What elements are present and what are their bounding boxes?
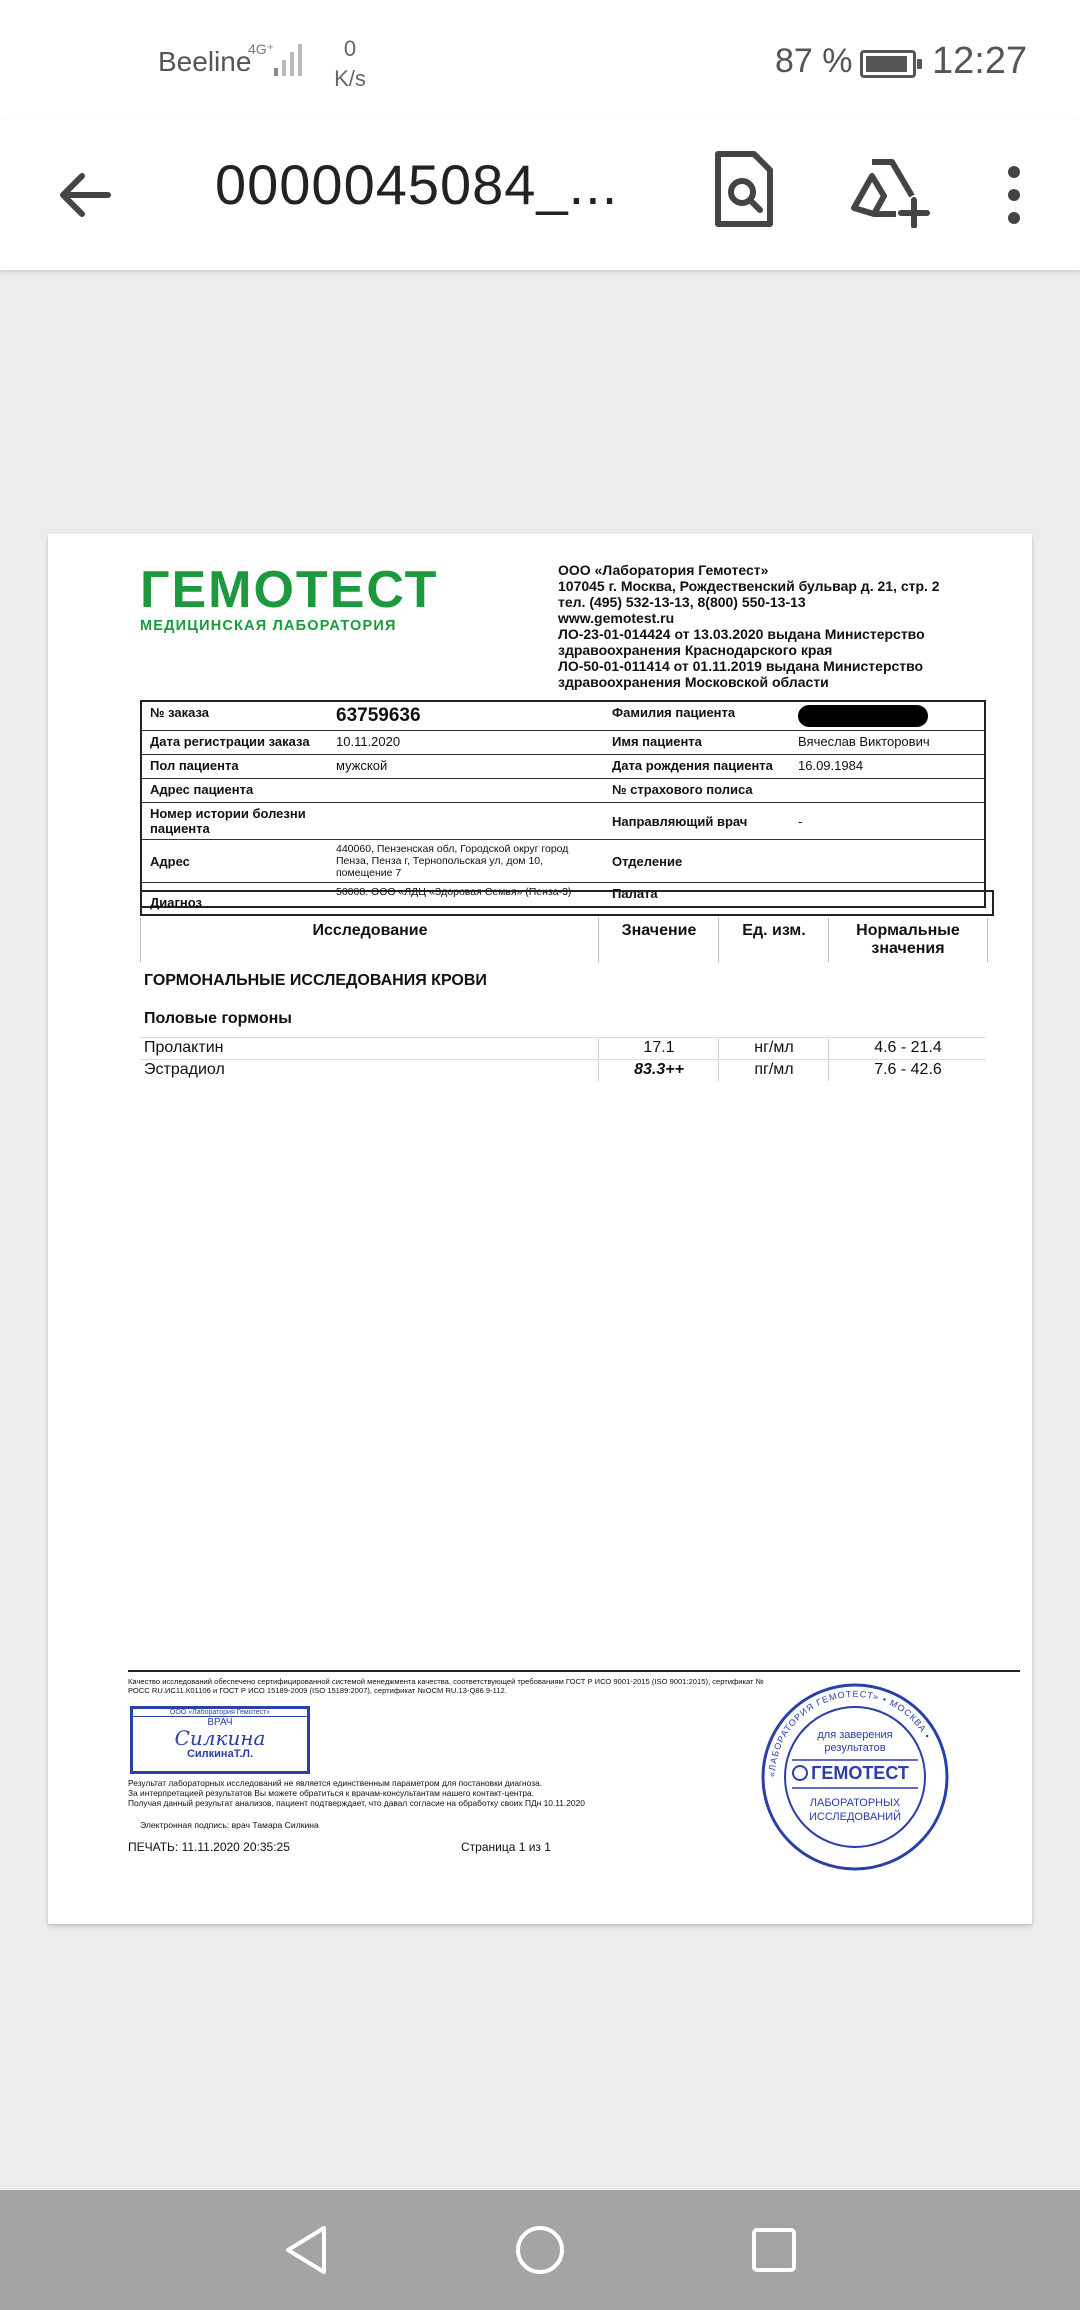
policy-label: № страхового полиса — [604, 779, 790, 803]
result-value: 17.1 — [598, 1039, 719, 1059]
office-value: 50008. ООО «ЛДЦ «Здоровая Семья» (Пенза-3) — [328, 883, 604, 908]
battery-icon — [860, 50, 916, 78]
nav-recent-apps-icon[interactable] — [746, 2222, 802, 2278]
lab-info-line: 107045 г. Москва, Рождественский бульвар д. 21, стр. 2 — [558, 578, 940, 594]
battery-percent: 87 % — [775, 42, 853, 80]
sex-label: Пол пациента — [141, 755, 328, 779]
doctor-stamp-name: СилкинаТ.Л. — [186, 1748, 254, 1760]
doctor-label: Направляющий врач — [604, 803, 790, 840]
electronic-signature: Электронная подпись: врач Тамара Силкина — [140, 1820, 319, 1830]
patient-address-value — [328, 779, 604, 803]
reg-date-label: Дата регистрации заказа — [141, 731, 328, 755]
stamp-brand-text: ГЕМОТЕСТ — [811, 1763, 909, 1783]
stamp-bottom2-text: ИССЛЕДОВАНИЙ — [808, 1811, 902, 1823]
patient-address-label: Адрес пациента — [141, 779, 328, 803]
history-value — [328, 803, 604, 840]
signal-icon — [248, 40, 310, 80]
birth-value: 16.09.1984 — [790, 755, 985, 779]
result-norm: 4.6 - 21.4 — [828, 1039, 987, 1059]
lab-info-line: тел. (495) 532-13-13, 8(800) 550-13-13 — [558, 594, 806, 610]
result-unit: пг/мл — [718, 1061, 829, 1081]
address-value: 440060, Пензенская обл, Городской округ город Пенза, Пенза г, Тернопольская ул, дом 10, помещение 7 — [328, 840, 604, 883]
back-arrow-icon[interactable] — [50, 160, 120, 230]
ward-label: Палата — [604, 883, 790, 908]
quality-statement: Качество исследований обеспечено сертифицированной системой менеджмента качества, соответствующей требованиям ГОСТ Р ИСО 9001-2015 (ISO 9001:2015), сертификат № РОСС RU.ИС11.К01106 и ГОСТ Р ИСО 15189-2009 (ISO 15189:2007), сертификат №ОСМ RU.13-Q86.9-112. — [128, 1677, 764, 1695]
stamp-top2-text: результатов — [824, 1742, 886, 1754]
birth-label: Дата рождения пациента — [604, 755, 790, 779]
doctor-stamp-top: ООО «Лаборатория Гемотест» — [133, 1709, 307, 1717]
lab-info-line: ООО «Лаборатория Гемотест» — [558, 562, 769, 578]
network-speed — [330, 34, 370, 94]
logo-main-text: ГЕМОТЕСТ — [140, 561, 439, 619]
page-number: Страница 1 из 1 — [461, 1840, 551, 1854]
document-search-icon[interactable] — [712, 150, 776, 230]
header-value: Значение — [598, 918, 719, 962]
result-name: Пролактин — [144, 1039, 224, 1056]
footer-divider — [128, 1670, 1020, 1672]
table-row — [141, 701, 985, 731]
header-test: Исследование — [140, 918, 599, 962]
lab-info-line: ЛО-50-01-011414 от 01.11.2019 выдана Министерство — [558, 658, 924, 674]
footer-note-line: Результат лабораторных исследований не является единственным параметром для постановки диагноза. — [128, 1778, 543, 1788]
result-norm: 7.6 - 42.6 — [828, 1061, 987, 1081]
order-label: № заказа — [141, 701, 328, 731]
footer-note-line: За интерпретацией результатов Вы можете обратиться к врачам-консультантам нашего контакт-центра. — [128, 1788, 534, 1798]
name-value: Вячеслав Викторович — [790, 731, 985, 755]
department-value — [790, 840, 985, 883]
surname-label: Фамилия пациента — [604, 701, 790, 731]
order-number: 63759636 — [328, 701, 604, 731]
result-row — [140, 1037, 986, 1059]
document-title: 0000045084_... — [215, 153, 619, 216]
result-unit: нг/мл — [718, 1039, 829, 1059]
section-title: ГОРМОНАЛЬНЫЕ ИССЛЕДОВАНИЯ КРОВИ — [144, 972, 487, 989]
subsection-title: Половые гормоны — [144, 1010, 292, 1027]
lab-info — [558, 562, 998, 690]
stamp-bottom1-text: ЛАБОРАТОРНЫХ — [809, 1797, 901, 1809]
network-type: 4G⁺ — [248, 41, 275, 57]
clock: 12:27 — [932, 40, 1028, 82]
history-label: Номер истории болезни пациента — [141, 803, 328, 840]
round-stamp — [760, 1682, 950, 1872]
stamp-top-text: для заверения — [817, 1729, 893, 1741]
nav-back-icon[interactable] — [280, 2222, 336, 2278]
doctor-stamp-role: ВРАЧ — [207, 1717, 233, 1728]
add-to-drive-icon[interactable] — [850, 156, 930, 228]
speed-value: 0 — [343, 36, 357, 61]
header-unit: Ед. изм. — [718, 918, 829, 962]
doctor-signature: Силкина — [174, 1726, 266, 1750]
sex-value: мужской — [328, 755, 604, 779]
header-norm: Нормальные значения — [828, 918, 988, 962]
doctor-value: - — [790, 803, 985, 840]
result-name: Эстрадиол — [144, 1061, 225, 1078]
stamp-ring-text: «ЛАБОРАТОРИЯ ГЕМОТЕСТ» • МОСКВА • — [766, 1688, 933, 1778]
patient-info-table — [140, 700, 986, 908]
department-label: Отделение — [604, 840, 790, 883]
print-timestamp: ПЕЧАТЬ: 11.11.2020 20:35:25 — [128, 1840, 290, 1854]
reg-date-value: 10.11.2020 — [328, 731, 604, 755]
carrier-name: Beeline — [158, 46, 252, 77]
nav-home-icon[interactable] — [512, 2222, 568, 2278]
table-row — [141, 755, 985, 779]
redaction-mark — [798, 705, 928, 727]
lab-info-line: здравоохранения Московской области — [558, 674, 829, 690]
name-label: Имя пациента — [604, 731, 790, 755]
document-page — [48, 534, 1032, 1924]
table-row — [141, 779, 985, 803]
table-row — [141, 731, 985, 755]
table-row — [141, 803, 985, 840]
diagnosis-label: Диагноз — [150, 895, 202, 910]
lab-info-line: www.gemotest.ru — [558, 610, 675, 626]
speed-unit: K/s — [334, 66, 366, 91]
lab-info-line: здравоохранения Краснодарского края — [558, 642, 833, 658]
app-bar — [0, 120, 1080, 270]
doctor-stamp — [130, 1706, 310, 1774]
status-bar — [0, 0, 1080, 120]
lab-info-line: ЛО-23-01-014424 от 13.03.2020 выдана Министерство — [558, 626, 925, 642]
logo-sub-text: МЕДИЦИНСКАЯ ЛАБОРАТОРИЯ — [140, 618, 397, 634]
footer-note — [128, 1778, 768, 1808]
policy-value — [790, 779, 985, 803]
result-row — [140, 1059, 986, 1081]
address-label: Адрес — [141, 840, 328, 883]
surname-value — [790, 701, 985, 731]
table-row — [141, 840, 985, 883]
navigation-bar — [0, 2190, 1080, 2310]
diagnosis-row — [140, 890, 994, 916]
footer-note-line: Получая данный результат анализов, пациент подтверждает, что давал согласие на обработку своих ПДн 10.11.2020 — [128, 1798, 585, 1808]
result-value-flagged: 83.3++ — [598, 1061, 719, 1081]
gemotest-logo — [140, 561, 439, 634]
results-header — [140, 918, 986, 958]
more-vertical-icon[interactable] — [996, 160, 1032, 230]
